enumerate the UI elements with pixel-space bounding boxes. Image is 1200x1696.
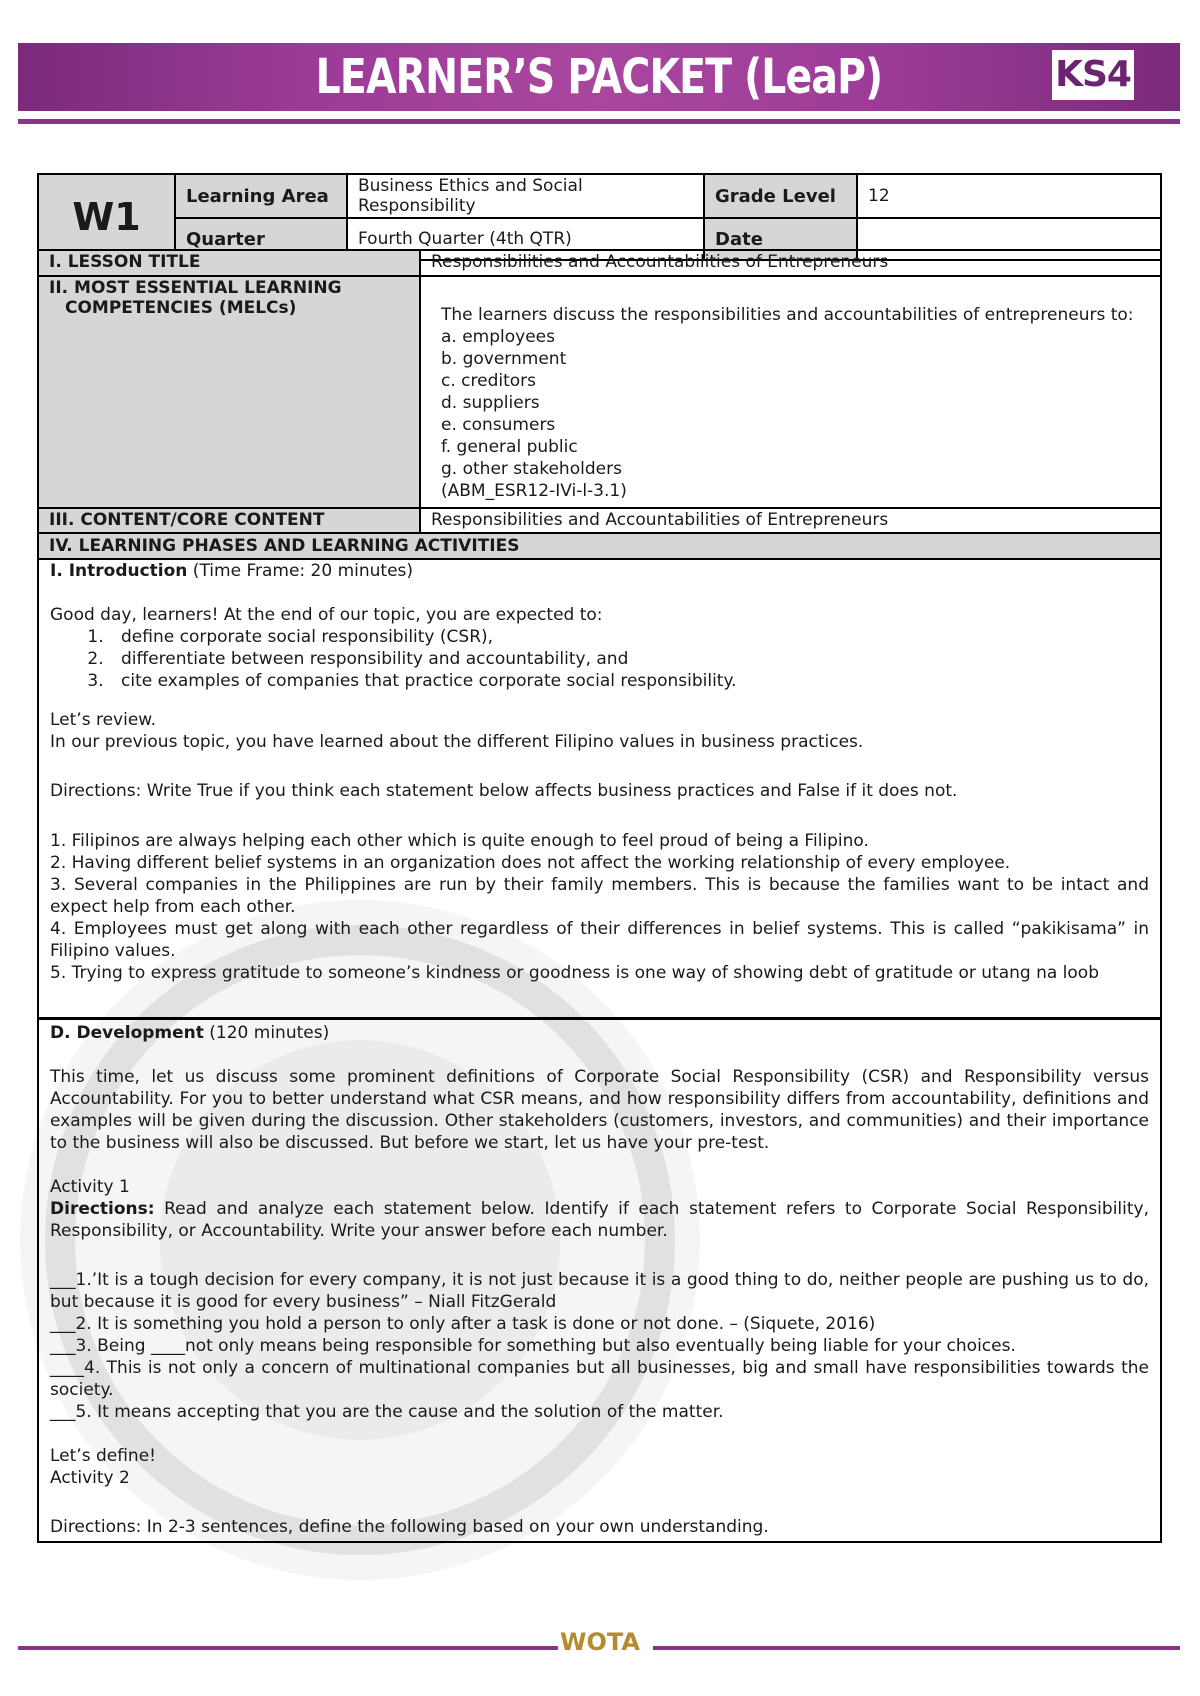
date-label: Date xyxy=(704,218,857,260)
statement-item: 1. Filipinos are always helping each other which is quite enough to feel proud of being a Filipino. xyxy=(50,831,869,851)
objectives-list xyxy=(39,626,1160,692)
directions-text: Read and analyze each statement below. Identify if each statement refers to Corporate Social Responsibility, Responsibility, or Accountability. Write your answer before each number. xyxy=(50,1199,1149,1241)
greeting-text: Good day, learners! At the end of our topic, you are expected to: xyxy=(50,605,603,625)
lesson-title-value: Responsibilities and Accountabilities of Entrepreneurs xyxy=(420,250,1161,276)
melc-item: e. consumers xyxy=(441,415,556,435)
development-paragraph: This time, let us discuss some prominent definitions of Corporate Social Responsibility (CSR) and Responsibility versus Accountability. For you to better understand what CSR means, and how responsibility differs from accountability, definitions and examples will be given during the discussion. Other stakeholders (customers, investors, and communities) and their importance to the business will also be discussed. But before we start, let us have your pre-test. xyxy=(50,1067,1149,1153)
ks-badge: KS4 xyxy=(1052,50,1134,100)
objective-item: 2. differentiate between responsibility and accountability, and xyxy=(109,648,1160,670)
development-section xyxy=(37,1018,1162,1543)
activity2-heading: Activity 2 xyxy=(50,1468,130,1488)
activity-item: ___2. It is something you hold a person to only after a task is done or not done. – (Siquete, 2016) xyxy=(50,1314,876,1334)
statement-item: 2. Having different belief systems in an organization does not affect the working relationship of every employee. xyxy=(50,853,1011,873)
development-label: D. Development xyxy=(50,1023,204,1043)
learning-area-value: Business Ethics and Social Responsibility xyxy=(347,174,704,218)
week-label: W1 xyxy=(38,174,175,260)
intro-time: (Time Frame: 20 minutes) xyxy=(187,561,414,581)
intro-heading xyxy=(39,560,1160,582)
melc-label-line1: II. MOST ESSENTIAL LEARNING xyxy=(49,278,342,298)
activity1-heading: Activity 1 xyxy=(50,1177,130,1197)
review-heading: Let’s review. xyxy=(50,710,157,730)
development-time: (120 minutes) xyxy=(203,1023,330,1043)
lesson-title-label: I. LESSON TITLE xyxy=(38,250,420,276)
grade-level-value: 12 xyxy=(857,174,1161,218)
lesson-table xyxy=(37,249,1162,535)
content-label: III. CONTENT/CORE CONTENT xyxy=(38,508,420,534)
info-table xyxy=(37,173,1162,261)
objective-item: 3. cite examples of companies that practice corporate social responsibility. xyxy=(109,670,1160,692)
development-heading xyxy=(39,1022,1160,1044)
footer-rule-right xyxy=(653,1646,1180,1650)
activity1-directions xyxy=(39,1198,1160,1242)
melc-code: (ABM_ESR12-IVi-l-3.1) xyxy=(441,481,627,501)
grade-level-label: Grade Level xyxy=(704,174,857,218)
statement-item: 4. Employees must get along with each other regardless of their differences in belief systems. This is called “pakikisama” in Filipino values. xyxy=(50,919,1149,961)
melc-item: b. government xyxy=(441,349,567,369)
learning-area-label: Learning Area xyxy=(175,174,347,218)
define-heading: Let’s define! xyxy=(50,1446,156,1466)
melc-content xyxy=(420,276,1161,508)
activity-item: ____4. This is not only a concern of multinational companies but all businesses, big and small have responsibilities towards the society. xyxy=(50,1358,1149,1400)
statement-item: 3. Several companies in the Philippines are run by their family members. This is because the families want to be intact and expect help from each other. xyxy=(50,875,1149,917)
melc-item: c. creditors xyxy=(441,371,537,391)
activity2-directions: Directions: In 2-3 sentences, define the following based on your own understanding. xyxy=(50,1517,769,1537)
melc-label-line2: COMPETENCIES (MELCs) xyxy=(65,298,297,318)
melc-item: d. suppliers xyxy=(441,393,540,413)
activity-item: ___3. Being ____not only means being responsible for something but also eventually being liable for your choices. xyxy=(50,1336,1016,1356)
activity-item: ___5. It means accepting that you are the cause and the solution of the matter. xyxy=(50,1402,724,1422)
melc-label xyxy=(38,276,420,508)
activity-item: ___1.’It is a tough decision for every company, it is not just because it is a good thing to do, neither people are pushing us to do, but because it is good for every business” – Niall FitzGerald xyxy=(50,1270,1149,1312)
directions-label: Directions: xyxy=(50,1199,155,1219)
packet-title: LEARNER’S PACKET (LeaP) xyxy=(315,49,883,105)
footer-logo: WOTA xyxy=(560,1628,640,1656)
melc-item: a. employees xyxy=(441,327,555,347)
header-divider xyxy=(18,119,1180,124)
phases-header: IV. LEARNING PHASES AND LEARNING ACTIVITIES xyxy=(39,534,1160,560)
statement-item: 5. Trying to express gratitude to someone’s kindness or goodness is one way of showing debt of gratitude or utang na loob xyxy=(50,963,1100,983)
review-text: In our previous topic, you have learned about the different Filipino values in business practices. xyxy=(50,732,864,752)
melc-intro: The learners discuss the responsibilities and accountabilities of entrepreneurs to: xyxy=(441,305,1134,325)
quarter-value: Fourth Quarter (4th QTR) xyxy=(347,218,704,260)
introduction-section xyxy=(37,532,1162,1019)
objective-item: 1. define corporate social responsibility (CSR), xyxy=(109,626,1160,648)
footer-rule-left xyxy=(18,1646,558,1650)
melc-item: g. other stakeholders xyxy=(441,459,622,479)
intro-label: I. Introduction xyxy=(50,561,188,581)
melc-item: f. general public xyxy=(441,437,578,457)
header-banner xyxy=(18,43,1180,111)
true-false-directions: Directions: Write True if you think each statement below affects business practices and False if it does not. xyxy=(50,781,958,801)
content-value: Responsibilities and Accountabilities of Entrepreneurs xyxy=(420,508,1161,534)
quarter-label: Quarter xyxy=(175,218,347,260)
